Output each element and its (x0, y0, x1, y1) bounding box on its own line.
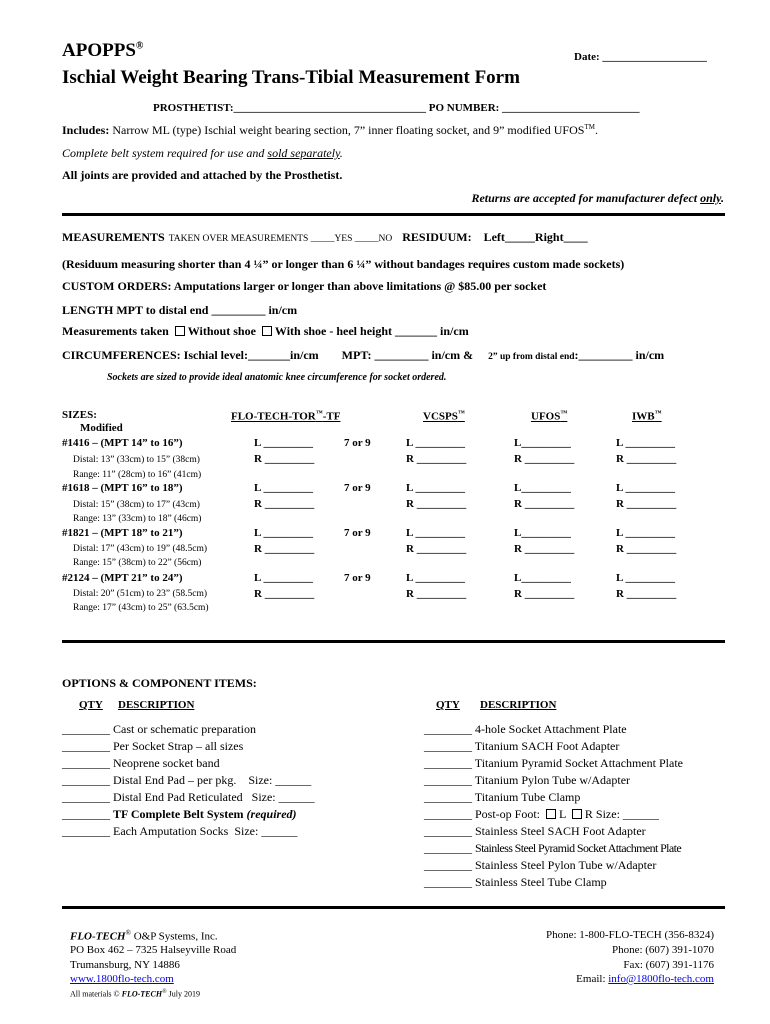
custom-orders: CUSTOM ORDERS: Amputations larger or longer than above limitations @ $85.00 per socket (62, 279, 547, 293)
description-header-right: DESCRIPTION (480, 699, 557, 711)
tor-left-field[interactable]: L _________ (254, 572, 313, 584)
footer-fax: Fax: (607) 391-1176 (623, 959, 714, 971)
option-item[interactable]: ________ Titanium Tube Clamp (424, 790, 581, 804)
iwb-right-field[interactable]: R _________ (616, 588, 677, 600)
includes-line: Includes: Narrow ML (type) Ischial weight bearing section, 7” inner floating socket, and 9” modified UFOS™. (62, 123, 598, 137)
divider-middle (62, 640, 725, 643)
iwb-right-field[interactable]: R _________ (616, 498, 677, 510)
option-item[interactable]: ________ Cast or schematic preparation (62, 722, 256, 736)
option-item[interactable]: ________ Stainless Steel Pylon Tube w/Adapter (424, 858, 657, 872)
tor-left-field[interactable]: L _________ (254, 437, 313, 449)
prosthetist-po-line[interactable]: PROSTHETIST:___________________________________ PO NUMBER: _________________________ (153, 102, 640, 114)
size-row-range: Range: 17” (43cm) to 25” (63.5cm) (73, 603, 209, 613)
footer-website-link[interactable]: www.1800flo-tech.com (70, 973, 174, 985)
footer-phone1: Phone: 1-800-FLO-TECH (356-8324) (545, 929, 714, 941)
iwb-left-field[interactable]: L _________ (616, 572, 675, 584)
size-row-distal: Distal: 17” (43cm) to 19” (48.5cm) (73, 544, 208, 554)
qty-header-right: QTY (436, 699, 460, 711)
option-item[interactable]: ________ Distal End Pad – per pkg. Size: ______ (62, 773, 312, 787)
ufos-right-field[interactable]: R _________ (514, 543, 575, 555)
size-row-distal: Distal: 20” (51cm) to 23” (58.5cm) (73, 589, 208, 599)
size-row-title: #1416 – (MPT 14” to 16”) (62, 437, 183, 449)
tor-right-field[interactable]: R _________ (254, 498, 315, 510)
modified-label: Modified (80, 422, 123, 434)
vcsps-right-field[interactable]: R _________ (406, 543, 467, 555)
joints-note: All joints are provided and attached by the Prosthetist. (62, 168, 343, 182)
tor-right-field[interactable]: R _________ (254, 588, 315, 600)
vcsps-left-field[interactable]: L _________ (406, 437, 465, 449)
option-item[interactable]: ________ Stainless Steel Tube Clamp (424, 875, 607, 889)
measurements-line: MEASUREMENTS TAKEN OVER MEASUREMENTS _____YES _____NO RESIDUUM: Left_____Right____ (62, 230, 588, 244)
postop-right-checkbox[interactable] (572, 809, 582, 819)
iwb-right-field[interactable]: R _________ (616, 453, 677, 465)
size-row-range: Range: 11” (28cm) to 16” (41cm) (73, 470, 202, 480)
option-item[interactable]: ________ Stainless Steel SACH Foot Adapter (424, 824, 646, 838)
vcsps-right-field[interactable]: R _________ (406, 588, 467, 600)
option-item[interactable]: ________ Titanium Pylon Tube w/Adapter (424, 773, 631, 787)
residuum-note: (Residuum measuring shorter than 4 ¼” or longer than 6 ¼” without bandages requires custom made sockets) (62, 257, 625, 271)
form-title: Ischial Weight Bearing Trans-Tibial Measurement Form (62, 67, 520, 88)
option-item[interactable]: ________ Neoprene socket band (62, 756, 220, 770)
col-iwb: IWB™ (632, 409, 662, 423)
iwb-right-field[interactable]: R _________ (616, 543, 677, 555)
footer-address1: PO Box 462 – 7325 Halseyville Road (70, 944, 237, 956)
iwb-left-field[interactable]: L _________ (616, 527, 675, 539)
vcsps-left-field[interactable]: L _________ (406, 527, 465, 539)
circumferences-line[interactable]: CIRCUMFERENCES: Ischial level:_______in/cm MPT: _________ in/cm & 2” up from distal end:_________ in/cm (62, 348, 665, 362)
size-row-title: #1618 – (MPT 16” to 18”) (62, 482, 183, 494)
ufos-right-field[interactable]: R _________ (514, 453, 575, 465)
option-item[interactable]: ________ Per Socket Strap – all sizes (62, 739, 244, 753)
seven-or-nine: 7 or 9 (344, 482, 371, 494)
options-title: OPTIONS & COMPONENT ITEMS: (62, 676, 257, 690)
returns-note: Returns are accepted for manufacturer defect only. (471, 191, 724, 205)
tor-right-field[interactable]: R _________ (254, 543, 315, 555)
tor-left-field[interactable]: L _________ (254, 482, 313, 494)
option-item[interactable]: ________ Titanium Pyramid Socket Attachment Plate (424, 756, 684, 770)
ufos-left-field[interactable]: L_________ (514, 527, 571, 539)
postop-left-checkbox[interactable] (546, 809, 556, 819)
col-vcsps: VCSPS™ (423, 409, 465, 423)
ufos-right-field[interactable]: R _________ (514, 498, 575, 510)
tor-left-field[interactable]: L _________ (254, 527, 313, 539)
seven-or-nine: 7 or 9 (344, 437, 371, 449)
size-row-distal: Distal: 13” (33cm) to 15” (38cm) (73, 455, 200, 465)
size-row-distal: Distal: 15” (38cm) to 17” (43cm) (73, 500, 200, 510)
footer-address2: Trumansburg, NY 14886 (70, 959, 180, 971)
sizing-note: Sockets are sized to provide ideal anatomic knee circumference for socket ordered. (107, 372, 447, 383)
without-shoe-checkbox[interactable] (175, 326, 185, 336)
option-item[interactable]: ________ 4-hole Socket Attachment Plate (424, 722, 627, 736)
vcsps-left-field[interactable]: L _________ (406, 482, 465, 494)
measurements-taken: Measurements taken Without shoe With shoe - heel height _______ in/cm (62, 324, 469, 338)
brand-title: APOPPS® (62, 40, 144, 61)
option-item[interactable]: ________ Titanium SACH Foot Adapter (424, 739, 620, 753)
vcsps-right-field[interactable]: R _________ (406, 453, 467, 465)
option-item[interactable]: ________ Each Amputation Socks Size: ______ (62, 824, 298, 838)
date-field[interactable]: Date: ___________________ (574, 51, 707, 63)
length-field[interactable]: LENGTH MPT to distal end _________ in/cm (62, 303, 298, 317)
option-item[interactable]: ________ Stainless Steel Pyramid Socket Attachment Plate (424, 841, 682, 855)
ufos-left-field[interactable]: L_________ (514, 572, 571, 584)
sizes-label: SIZES: (62, 409, 97, 421)
footer-email[interactable]: Email: info@1800flo-tech.com (576, 973, 714, 985)
footer-company: FLO-TECH® O&P Systems, Inc. (70, 929, 218, 943)
belt-note: Complete belt system required for use and sold separately. (62, 146, 343, 160)
divider-bottom (62, 906, 725, 909)
divider-top (62, 213, 725, 216)
iwb-left-field[interactable]: L _________ (616, 437, 675, 449)
col-flo-tech-tor: FLO-TECH-TOR™-TF (231, 409, 341, 423)
description-header-left: DESCRIPTION (118, 699, 195, 711)
seven-or-nine: 7 or 9 (344, 527, 371, 539)
vcsps-right-field[interactable]: R _________ (406, 498, 467, 510)
footer-phone2: Phone: (607) 391-1070 (611, 944, 714, 956)
option-item-postop[interactable]: ________ Post-op Foot: L R Size: ______ (424, 807, 659, 821)
qty-header-left: QTY (79, 699, 103, 711)
iwb-left-field[interactable]: L _________ (616, 482, 675, 494)
option-item-belt[interactable]: ________ TF Complete Belt System (required) (62, 807, 297, 821)
col-ufos: UFOS™ (531, 409, 568, 423)
with-shoe-checkbox[interactable] (262, 326, 272, 336)
size-row-title: #1821 – (MPT 18” to 21”) (62, 527, 183, 539)
size-row-range: Range: 13” (33cm) to 18” (46cm) (73, 514, 202, 524)
size-row-title: #2124 – (MPT 21” to 24”) (62, 572, 183, 584)
ufos-left-field[interactable]: L_________ (514, 482, 571, 494)
footer-copyright: All materials © FLO-TECH® July 2019 (70, 989, 200, 999)
option-item[interactable]: ________ Distal End Pad Reticulated Size: ______ (62, 790, 315, 804)
seven-or-nine: 7 or 9 (344, 572, 371, 584)
ufos-right-field[interactable]: R _________ (514, 588, 575, 600)
tor-right-field[interactable]: R _________ (254, 453, 315, 465)
vcsps-left-field[interactable]: L _________ (406, 572, 465, 584)
ufos-left-field[interactable]: L_________ (514, 437, 571, 449)
size-row-range: Range: 15” (38cm) to 22” (56cm) (73, 558, 202, 568)
